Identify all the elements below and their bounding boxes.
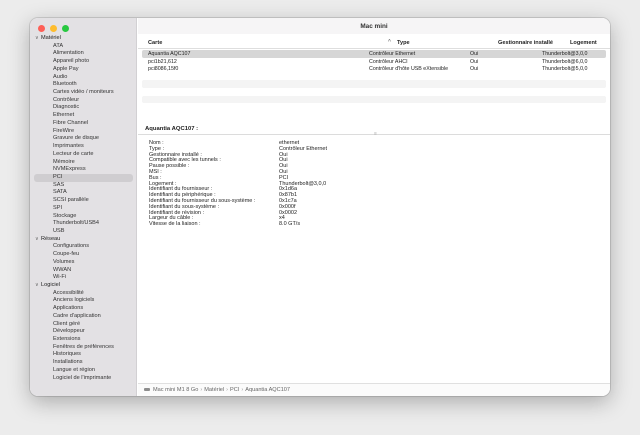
sidebar-item[interactable] bbox=[30, 213, 137, 221]
sidebar-item-label: Alimentation bbox=[53, 50, 84, 57]
sidebar-tree bbox=[30, 35, 137, 382]
sidebar-item-label: Matériel bbox=[41, 35, 61, 41]
detail-key: Largeur du câble : bbox=[149, 215, 194, 222]
sidebar-item[interactable] bbox=[30, 128, 137, 136]
sidebar-item[interactable] bbox=[30, 43, 137, 51]
system-information-window bbox=[30, 18, 610, 396]
detail-value: Oui bbox=[279, 168, 288, 175]
sidebar-item[interactable] bbox=[30, 74, 137, 82]
sidebar-item-label: Anciens logiciels bbox=[53, 297, 95, 304]
detail-value: PCI bbox=[279, 174, 289, 181]
sidebar-item[interactable] bbox=[30, 251, 137, 259]
detail-value: 0x1c7a bbox=[279, 197, 297, 204]
sidebar-item[interactable] bbox=[30, 243, 137, 251]
detail-value: Contrôleur Ethernet bbox=[279, 145, 327, 152]
sidebar-item[interactable] bbox=[30, 321, 137, 329]
sidebar-item[interactable] bbox=[30, 367, 137, 375]
device-table bbox=[138, 34, 610, 135]
sidebar-item[interactable] bbox=[30, 89, 137, 97]
sidebar-item[interactable] bbox=[30, 166, 137, 174]
detail-key: Bus : bbox=[149, 174, 162, 181]
detail-key: Type : bbox=[149, 145, 164, 152]
chevron-down-icon[interactable]: ∨ bbox=[35, 235, 39, 242]
sidebar-item-label: Volumes bbox=[53, 258, 75, 265]
table-cell: Oui bbox=[470, 66, 479, 73]
table-cell: Contrôleur AHCI bbox=[369, 58, 408, 65]
sidebar-item-label: Coupe-feu bbox=[53, 251, 80, 258]
sidebar-item-label: Lecteur de carte bbox=[53, 150, 94, 157]
table-rows bbox=[138, 50, 610, 73]
sidebar-item-label: Logiciel de l'imprimante bbox=[53, 374, 112, 381]
empty-row bbox=[142, 96, 606, 104]
detail-key: Nom : bbox=[149, 140, 164, 146]
sidebar-item-label: Apple Pay bbox=[53, 65, 79, 72]
breadcrumb-item[interactable]: Aquantia AQC107 bbox=[245, 387, 291, 393]
table-cell: Aquantia AQC107 bbox=[148, 51, 191, 57]
window-controls bbox=[38, 25, 69, 32]
sidebar-category[interactable] bbox=[30, 282, 137, 290]
sidebar-item[interactable] bbox=[30, 328, 137, 336]
sidebar-item-label: SCSI parallèle bbox=[53, 197, 89, 204]
sidebar-item-label: Historiques bbox=[53, 351, 81, 358]
sidebar-item[interactable] bbox=[30, 120, 137, 128]
table-cell: Contrôleur Ethernet bbox=[369, 51, 416, 57]
detail-value: Oui bbox=[279, 157, 288, 164]
main-pane bbox=[138, 18, 610, 396]
table-header bbox=[138, 34, 610, 49]
sidebar-item-label: Contrôleur bbox=[53, 96, 80, 103]
table-row[interactable] bbox=[142, 58, 606, 66]
detail-value: 0x0002 bbox=[279, 209, 298, 216]
sidebar-item-label: Mémoire bbox=[53, 158, 75, 165]
breadcrumb-item[interactable]: Mac mini M1 8 Go bbox=[153, 387, 199, 393]
detail-value: Oui bbox=[279, 163, 288, 170]
sidebar-item-label: Fenêtres de préférences bbox=[53, 343, 114, 350]
detail-key: Identifiant du sous-système : bbox=[149, 203, 220, 210]
details-title: Aquantia AQC107 : bbox=[145, 126, 199, 132]
sidebar-item[interactable] bbox=[30, 359, 137, 367]
sidebar-item[interactable] bbox=[30, 344, 137, 352]
detail-value: 0x87b1 bbox=[279, 192, 298, 199]
sidebar-item-label: Ethernet bbox=[53, 112, 75, 119]
sidebar-item[interactable] bbox=[30, 143, 137, 151]
detail-key: Identifiant du fournisseur du sous-système : bbox=[149, 197, 256, 204]
sidebar-item-label: Fibre Channel bbox=[53, 119, 89, 126]
sidebar bbox=[30, 18, 137, 396]
sidebar-item[interactable] bbox=[30, 104, 137, 112]
breadcrumb-separator: › bbox=[200, 387, 203, 393]
sidebar-item-label: Thunderbolt/USB4 bbox=[53, 220, 100, 227]
sidebar-item[interactable] bbox=[30, 297, 137, 305]
breadcrumb bbox=[138, 383, 610, 396]
detail-key: Pause possible : bbox=[149, 163, 190, 170]
sidebar-item-label: Logiciel bbox=[41, 282, 60, 288]
sidebar-item[interactable] bbox=[30, 336, 137, 344]
column-header-carte[interactable]: Carte bbox=[148, 40, 163, 46]
table-row[interactable] bbox=[142, 65, 606, 73]
sidebar-item[interactable] bbox=[30, 97, 137, 105]
sidebar-item-label: Développeur bbox=[53, 328, 85, 335]
chevron-down-icon[interactable]: ∨ bbox=[35, 35, 39, 41]
sidebar-item[interactable] bbox=[30, 50, 137, 58]
sidebar-item[interactable] bbox=[30, 375, 137, 383]
sidebar-item-label: Cadre d'application bbox=[53, 312, 101, 319]
sidebar-item-label: USB bbox=[53, 227, 65, 234]
sidebar-item-label: WWAN bbox=[53, 266, 72, 273]
column-header-logement[interactable]: Logement bbox=[570, 40, 597, 46]
sidebar-item[interactable] bbox=[30, 205, 137, 213]
chevron-up-icon: ^ bbox=[388, 39, 391, 45]
sidebar-item[interactable] bbox=[30, 267, 137, 275]
zoom-button[interactable] bbox=[62, 25, 69, 32]
detail-row bbox=[144, 222, 604, 228]
detail-key: Compatible avec les tunnels : bbox=[149, 157, 221, 164]
details-fields bbox=[144, 141, 604, 228]
sidebar-item-label: Client géré bbox=[53, 320, 81, 327]
detail-key: Gestionnaire installé : bbox=[149, 151, 202, 158]
table-cell: pci8086,15f0 bbox=[148, 66, 179, 73]
mac-mini-icon bbox=[144, 388, 150, 391]
sidebar-item-label: Bluetooth bbox=[53, 81, 77, 88]
detail-value: 0x1d6a bbox=[279, 186, 298, 193]
sidebar-item-label: Diagnostic bbox=[53, 104, 80, 111]
breadcrumb-item[interactable]: PCI bbox=[230, 387, 240, 393]
detail-value: 0x000f bbox=[279, 203, 296, 210]
sidebar-item-label: Accessibilité bbox=[53, 289, 84, 296]
sidebar-item[interactable] bbox=[30, 313, 137, 321]
sidebar-item[interactable] bbox=[30, 197, 137, 205]
sidebar-category[interactable] bbox=[30, 35, 137, 43]
sidebar-item[interactable] bbox=[30, 259, 137, 267]
sidebar-item-label: Wi-Fi bbox=[53, 274, 67, 281]
sidebar-item-label: SPI bbox=[53, 204, 63, 211]
table-cell: Thunderbolt@5,0,0 bbox=[542, 66, 588, 73]
sidebar-item-label: Configurations bbox=[53, 243, 90, 250]
detail-value: x4 bbox=[279, 215, 285, 222]
table-cell: pci1b21,612 bbox=[148, 58, 177, 65]
sidebar-item-label: Extensions bbox=[53, 336, 81, 343]
table-row[interactable] bbox=[142, 50, 606, 58]
empty-row bbox=[142, 80, 606, 88]
sidebar-item-label: Cartes vidéo / moniteurs bbox=[53, 89, 114, 96]
sidebar-item-label: SAS bbox=[53, 181, 65, 188]
sidebar-item-label: NVMExpress bbox=[53, 166, 86, 173]
sidebar-item[interactable] bbox=[30, 151, 137, 159]
sidebar-item[interactable] bbox=[30, 220, 137, 228]
sidebar-item-label: Réseau bbox=[41, 235, 61, 242]
detail-key: Logement : bbox=[149, 180, 177, 187]
sidebar-item[interactable] bbox=[30, 159, 137, 167]
sidebar-item[interactable] bbox=[30, 351, 137, 359]
sidebar-item[interactable] bbox=[30, 305, 137, 313]
sidebar-item[interactable] bbox=[30, 228, 137, 236]
table-cell: Thunderbolt@3,0,0 bbox=[542, 51, 588, 57]
detail-value: ethernet bbox=[279, 140, 300, 146]
detail-key: Identifiant de révision : bbox=[149, 209, 205, 216]
detail-key: Identifiant du fournisseur : bbox=[149, 186, 213, 193]
sidebar-item-label: Installations bbox=[53, 359, 83, 366]
sidebar-item-label: Gravure de disque bbox=[53, 135, 100, 142]
detail-value: Thunderbolt@3,0,0 bbox=[279, 180, 327, 187]
empty-row bbox=[142, 73, 606, 81]
minimize-button[interactable] bbox=[50, 25, 57, 32]
sidebar-item-label: Appareil photo bbox=[53, 58, 90, 65]
chevron-down-icon[interactable]: ∨ bbox=[35, 282, 39, 288]
sidebar-item-label: Applications bbox=[53, 305, 84, 312]
column-header-gestionnaire[interactable]: Gestionnaire installé bbox=[498, 40, 554, 46]
sidebar-item[interactable] bbox=[34, 174, 133, 182]
sidebar-item-label: Stockage bbox=[53, 212, 77, 219]
sidebar-item-label: Imprimantes bbox=[53, 143, 84, 150]
breadcrumb-separator: › bbox=[226, 387, 229, 393]
sidebar-item[interactable] bbox=[30, 290, 137, 298]
table-cell: Contrôleur d'hôte USB eXtensible bbox=[369, 66, 449, 73]
sidebar-item[interactable] bbox=[30, 66, 137, 74]
detail-value: Oui bbox=[279, 151, 288, 158]
column-header-type[interactable]: Type bbox=[397, 40, 410, 46]
sidebar-item[interactable] bbox=[30, 189, 137, 197]
sidebar-item-label: SATA bbox=[53, 189, 67, 196]
table-cell: Oui bbox=[470, 58, 479, 65]
close-button[interactable] bbox=[38, 25, 45, 32]
sidebar-item-label: Audio bbox=[53, 73, 68, 80]
detail-key: Vitesse de la liaison : bbox=[149, 221, 201, 228]
sidebar-item-label: FireWire bbox=[53, 127, 75, 134]
table-cell: Thunderbolt@6,0,0 bbox=[542, 58, 588, 65]
sidebar-category[interactable] bbox=[30, 236, 137, 244]
sidebar-item-label: PCI bbox=[53, 173, 63, 180]
sidebar-item[interactable] bbox=[30, 274, 137, 282]
sidebar-item-label: ATA bbox=[53, 42, 64, 49]
sidebar-item[interactable] bbox=[30, 58, 137, 66]
table-cell: Oui bbox=[470, 51, 479, 57]
sidebar-item[interactable] bbox=[30, 135, 137, 143]
sidebar-item[interactable] bbox=[30, 112, 137, 120]
sidebar-item[interactable] bbox=[30, 81, 137, 89]
empty-row bbox=[142, 88, 606, 96]
breadcrumb-separator: › bbox=[241, 387, 244, 393]
details-pane bbox=[144, 126, 604, 228]
sidebar-item-label: Langue et région bbox=[53, 366, 95, 373]
detail-key: MSI : bbox=[149, 168, 162, 175]
window-title: Mac mini bbox=[138, 18, 610, 34]
detail-value: 8.0 GT/s bbox=[279, 221, 301, 228]
sidebar-item[interactable] bbox=[30, 182, 137, 190]
breadcrumb-item[interactable]: Matériel bbox=[204, 387, 225, 393]
split-grip[interactable]: ≡ bbox=[374, 131, 377, 137]
detail-key: Identifiant du périphérique : bbox=[149, 192, 216, 199]
